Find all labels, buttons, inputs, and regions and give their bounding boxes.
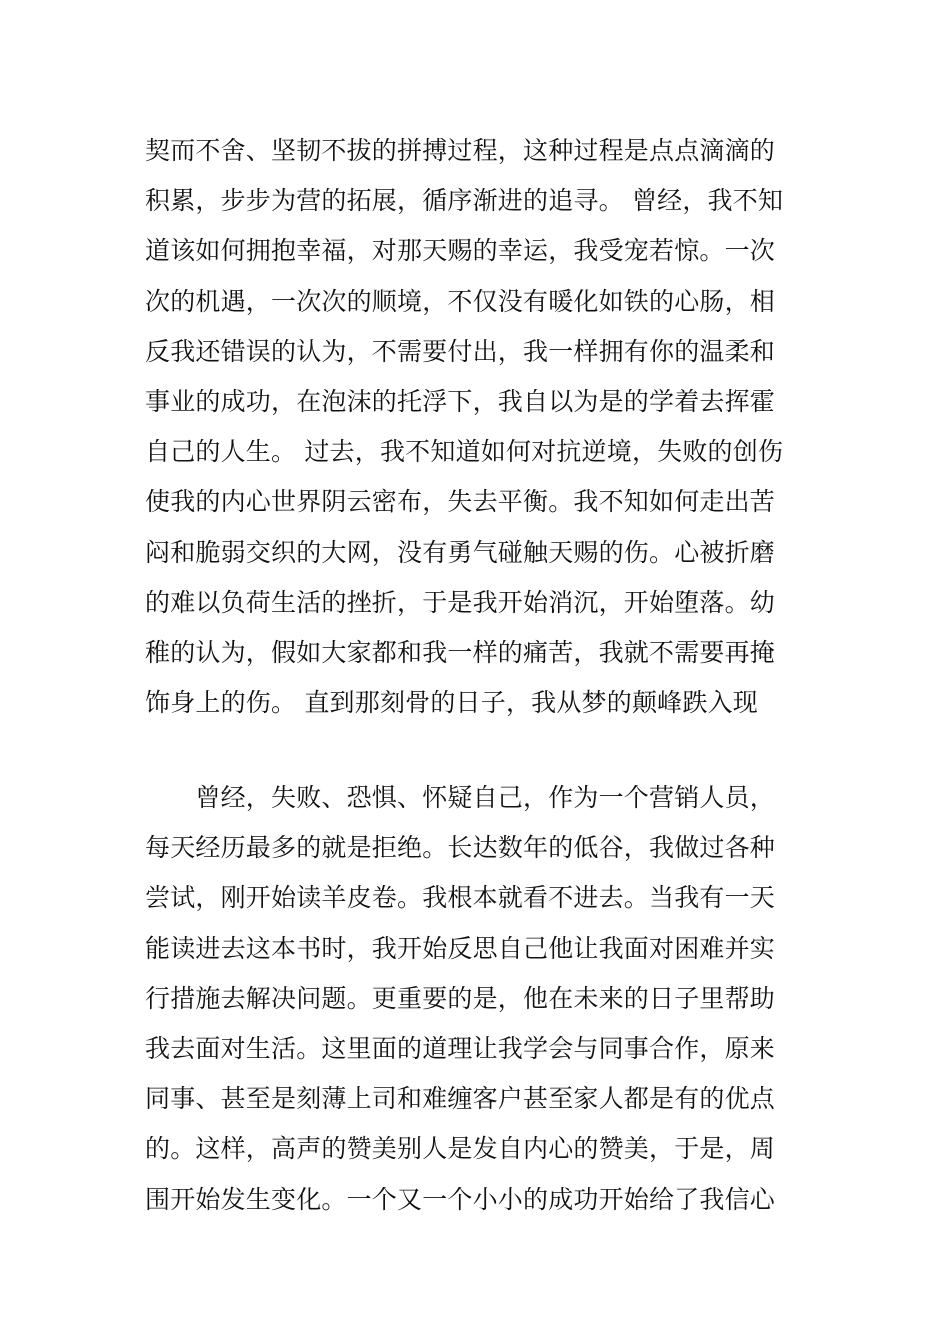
text-line: 的。这样，高声的赞美别人是发自内心的赞美，于是，周	[145, 1134, 776, 1164]
text-line: 行措施去解决问题。更重要的是，他在未来的日子里帮助	[145, 983, 776, 1013]
text-line: 使我的内心世界阴云密布，失去平衡。我不知如何走出苦	[145, 487, 776, 517]
text-line: 稚的认为，假如大家都和我一样的痛苦，我就不需要再掩	[145, 638, 776, 668]
text-line: 能读进去这本书时，我开始反思自己他让我面对困难并实	[145, 933, 776, 963]
paragraph-2	[145, 773, 815, 1225]
text-line: 契而不舍、坚韧不拔的拼搏过程，这种过程是点点滴滴的	[145, 136, 776, 165]
text-line: 围开始发生变化。一个又一个小小的成功开始给了我信心	[145, 1184, 776, 1214]
text-line: 事业的成功，在泡沫的托浮下，我自以为是的学着去挥霍	[145, 387, 776, 417]
paragraph-1	[145, 126, 815, 728]
text-line: 曾经，失败、恐惧、怀疑自己，作为一个营销人员，	[145, 783, 776, 812]
text-line: 自己的人生。 过去，我不知道如何对抗逆境，失败的创伤	[145, 437, 784, 467]
text-line: 我去面对生活。这里面的道理让我学会与同事合作，原来	[145, 1034, 776, 1064]
text-line: 尝试，刚开始读羊皮卷。我根本就看不进去。当我有一天	[145, 883, 776, 913]
text-line: 的难以负荷生活的挫折，于是我开始消沉，开始堕落。幼	[145, 587, 776, 617]
text-line: 每天经历最多的就是拒绝。长达数年的低谷，我做过各种	[145, 833, 776, 863]
text-line: 积累，步步为营的拓展，循序渐进的追寻。 曾经，我不知	[145, 186, 784, 216]
text-line: 道该如何拥抱幸福，对那天赐的幸运，我受宠若惊。一次	[145, 236, 776, 266]
text-line: 闷和脆弱交织的大网，没有勇气碰触天赐的伤。心被折磨	[145, 537, 776, 567]
text-line: 反我还错误的认为，不需要付出，我一样拥有你的温柔和	[145, 336, 776, 366]
text-line: 次的机遇，一次次的顺境，不仅没有暖化如铁的心肠，相	[145, 286, 776, 316]
text-line: 饰身上的伤。 直到那刻骨的日子，我从梦的颠峰跌入现	[145, 688, 758, 718]
text-line: 同事、甚至是刻薄上司和难缠客户甚至家人都是有的优点	[145, 1084, 776, 1114]
